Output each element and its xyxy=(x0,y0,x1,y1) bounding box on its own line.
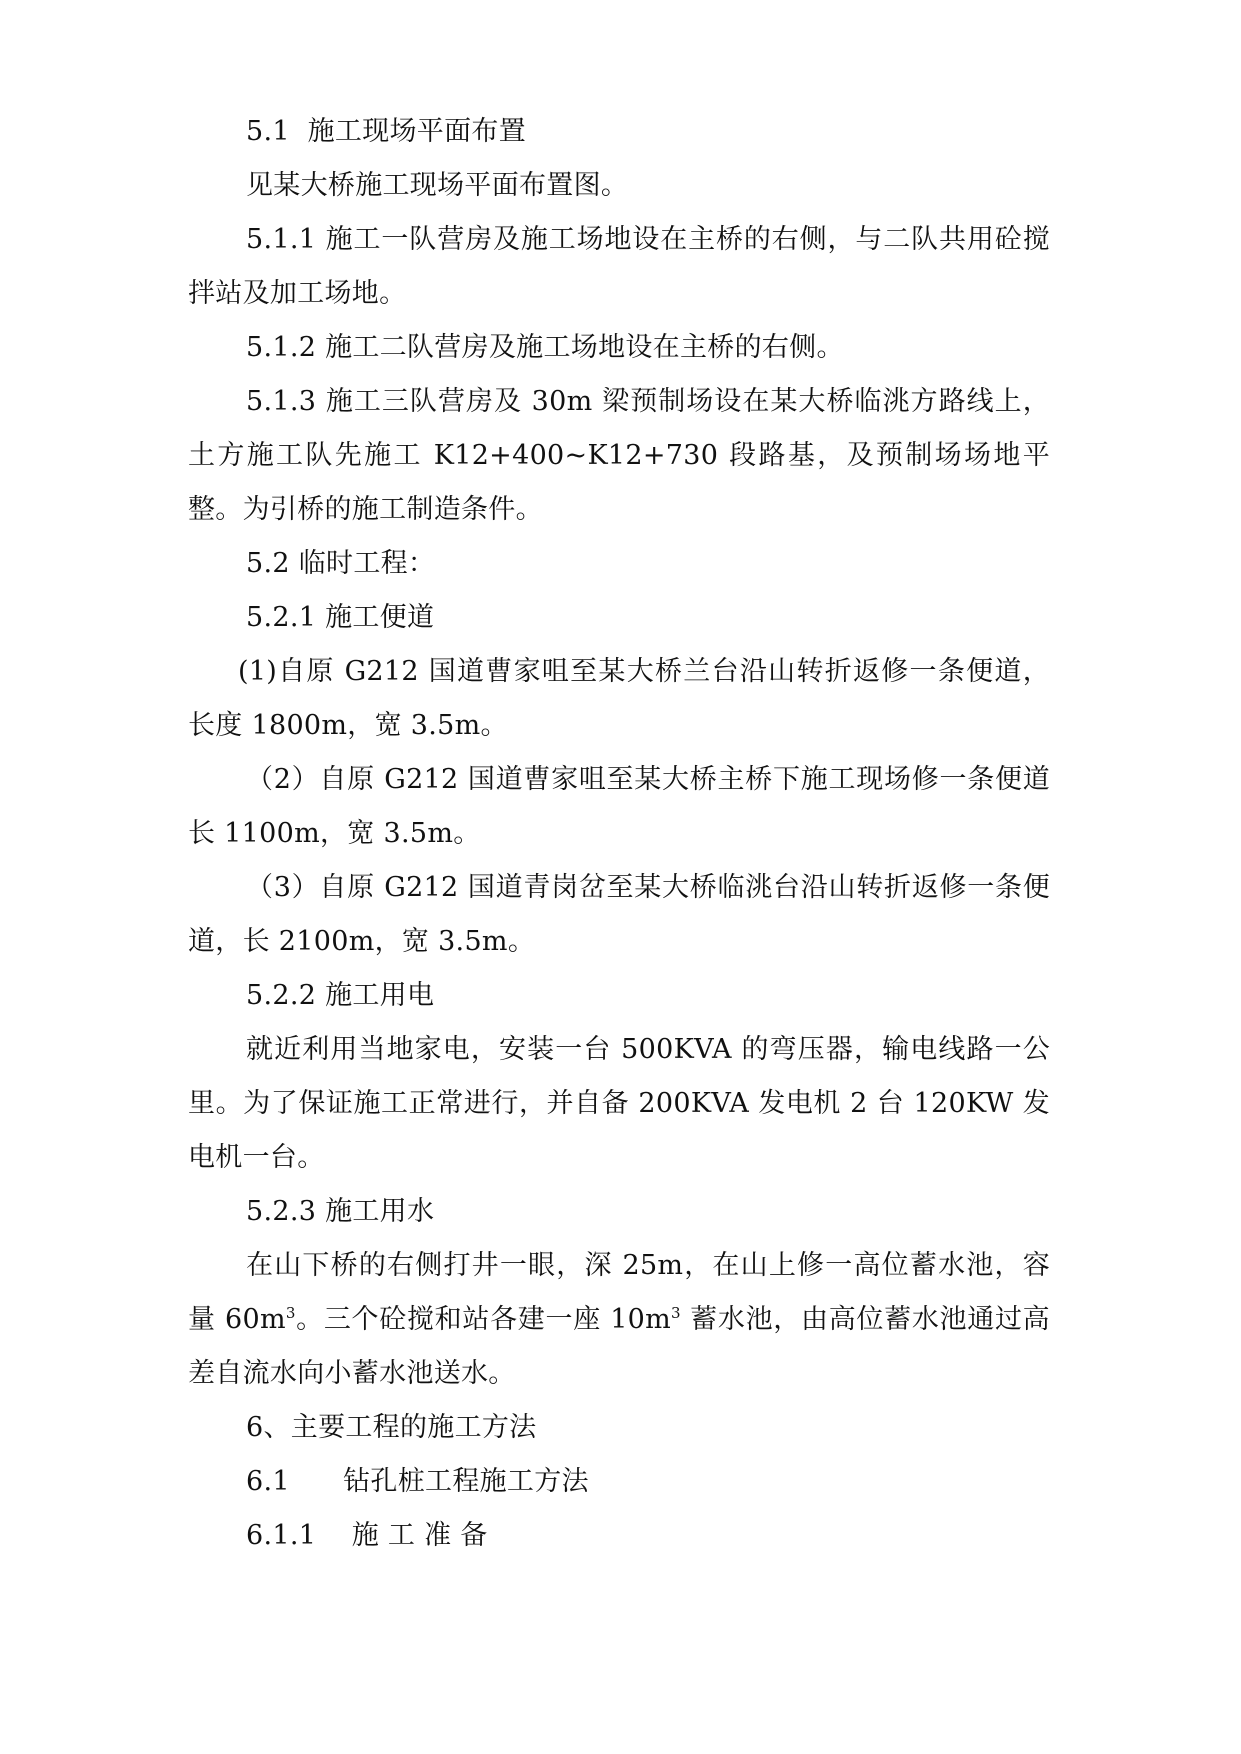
paragraph-road-2: （2）自原 G212 国道曹家咀至某大桥主桥下施工现场修一条便道长 1100m，宽 3.5m。 xyxy=(188,764,1050,849)
subheading-5-2-1: 5.2.1 施工便道 xyxy=(246,602,435,633)
section-heading-6: 6、主要工程的施工方法 xyxy=(246,1412,537,1443)
water-text-part3: 蓄水池，由高位蓄水池通过高差自流水向小蓄水池送水。 xyxy=(188,1304,1050,1389)
subheading-5-2-2: 5.2.2 施工用电 xyxy=(246,980,435,1011)
section-heading-6-1-1: 6.1.1 施 工 准 备 xyxy=(246,1520,488,1551)
paragraph-road-1: (1)自原 G212 国道曹家咀至某大桥兰台沿山转折返修一条便道，长度 1800m，宽 3.5m。 xyxy=(188,656,1050,741)
paragraph-road-3: （3）自原 G212 国道青岗岔至某大桥临洮台沿山转折返修一条便道，长 2100m，宽 3.5m。 xyxy=(188,872,1050,957)
subheading-5-2-3: 5.2.3 施工用水 xyxy=(246,1196,435,1227)
paragraph-5-1-1: 5.1.1 施工一队营房及施工场地设在主桥的右侧，与二队共用砼搅拌站及加工场地。 xyxy=(188,224,1050,309)
paragraph-water xyxy=(188,1239,1050,1401)
superscript-3: 3 xyxy=(285,1304,296,1322)
section-heading-5-1: 5.1 施工现场平面布置 xyxy=(246,116,527,147)
water-text-part2: 。三个砼搅和站各建一座 10m xyxy=(295,1304,672,1335)
document-body xyxy=(188,105,1050,1563)
paragraph-5-1-3: 5.1.3 施工三队营房及 30m 梁预制场设在某大桥临洮方路线上，土方施工队先施工 K12+400~K12+730 段路基，及预制场场地平整。为引桥的施工制造条件。 xyxy=(188,386,1050,525)
superscript-3: 3 xyxy=(671,1304,681,1322)
paragraph-layout-reference: 见某大桥施工现场平面布置图。 xyxy=(246,170,629,201)
water-text-part1: 在山下桥的右侧打井一眼，深 25m，在山上修一高位蓄水池，容量 60m xyxy=(188,1250,1050,1335)
section-heading-5-2: 5.2 临时工程： xyxy=(246,548,436,579)
section-heading-6-1: 6.1 钻孔桩工程施工方法 xyxy=(246,1466,589,1497)
paragraph-electricity: 就近利用当地家电，安装一台 500KVA 的弯压器，输电线路一公里。为了保证施工正常进行，并自备 200KVA 发电机 2 台 120KW 发电机一台。 xyxy=(188,1034,1050,1173)
paragraph-5-1-2: 5.1.2 施工二队营房及施工场地设在主桥的右侧。 xyxy=(246,332,844,363)
